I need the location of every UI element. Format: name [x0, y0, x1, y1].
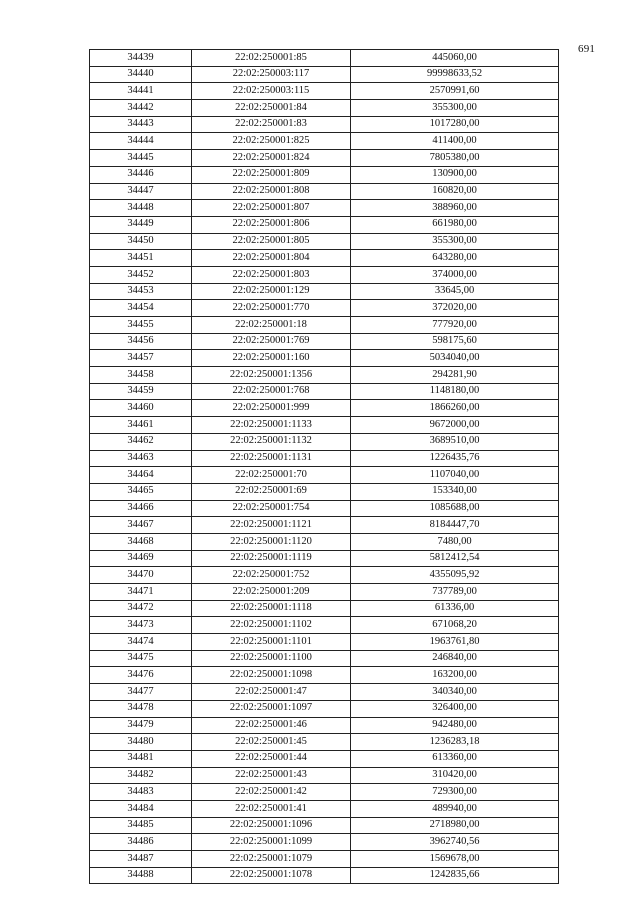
cadastral-number-cell: 22:02:250001:41: [192, 800, 351, 817]
value-cell: 374000,00: [351, 266, 559, 283]
value-cell: 7480,00: [351, 533, 559, 550]
value-cell: 372020,00: [351, 300, 559, 317]
cadastral-number-cell: 22:02:250001:47: [192, 684, 351, 701]
value-cell: 3962740,56: [351, 834, 559, 851]
cadastral-number-cell: 22:02:250001:769: [192, 333, 351, 350]
table-row: [90, 634, 559, 651]
row-number-cell: 34470: [90, 567, 192, 584]
value-cell: 1963761,80: [351, 634, 559, 651]
value-cell: 3689510,00: [351, 433, 559, 450]
value-cell: 160820,00: [351, 183, 559, 200]
value-cell: 388960,00: [351, 200, 559, 217]
table-row: [90, 483, 559, 500]
value-cell: 61336,00: [351, 600, 559, 617]
cadastral-number-cell: 22:02:250001:1102: [192, 617, 351, 634]
row-number-cell: 34451: [90, 250, 192, 267]
table-row: [90, 734, 559, 751]
table-row: [90, 567, 559, 584]
value-cell: 737789,00: [351, 584, 559, 601]
table-row: [90, 50, 559, 67]
cadastral-number-cell: 22:02:250001:1133: [192, 417, 351, 434]
value-cell: 33645,00: [351, 283, 559, 300]
table-row: [90, 133, 559, 150]
value-cell: 777920,00: [351, 317, 559, 334]
cadastral-number-cell: 22:02:250001:803: [192, 266, 351, 283]
row-number-cell: 34445: [90, 150, 192, 167]
value-cell: 445060,00: [351, 50, 559, 67]
table-row: [90, 617, 559, 634]
table-row: [90, 500, 559, 517]
table-row: [90, 584, 559, 601]
cadastral-number-cell: 22:02:250001:209: [192, 584, 351, 601]
row-number-cell: 34446: [90, 166, 192, 183]
cadastral-number-cell: 22:02:250001:809: [192, 166, 351, 183]
row-number-cell: 34467: [90, 517, 192, 534]
value-cell: 340340,00: [351, 684, 559, 701]
value-cell: 1226435,76: [351, 450, 559, 467]
table-row: [90, 150, 559, 167]
row-number-cell: 34460: [90, 400, 192, 417]
row-number-cell: 34465: [90, 483, 192, 500]
cadastral-number-cell: 22:02:250001:1119: [192, 550, 351, 567]
cadastral-number-cell: 22:02:250001:1078: [192, 867, 351, 884]
cadastral-number-cell: 22:02:250001:999: [192, 400, 351, 417]
row-number-cell: 34441: [90, 83, 192, 100]
table-row: [90, 216, 559, 233]
cadastral-number-cell: 22:02:250001:46: [192, 717, 351, 734]
row-number-cell: 34485: [90, 817, 192, 834]
value-cell: 411400,00: [351, 133, 559, 150]
table-body: [90, 50, 559, 884]
row-number-cell: 34450: [90, 233, 192, 250]
cadastral-number-cell: 22:02:250001:45: [192, 734, 351, 751]
row-number-cell: 34483: [90, 784, 192, 801]
value-cell: 643280,00: [351, 250, 559, 267]
row-number-cell: 34440: [90, 66, 192, 83]
table-row: [90, 517, 559, 534]
table-row: [90, 800, 559, 817]
value-cell: 355300,00: [351, 233, 559, 250]
value-cell: 671068,20: [351, 617, 559, 634]
value-cell: 613360,00: [351, 750, 559, 767]
row-number-cell: 34452: [90, 266, 192, 283]
value-cell: 489940,00: [351, 800, 559, 817]
table-row: [90, 750, 559, 767]
table-row: [90, 684, 559, 701]
value-cell: 1017280,00: [351, 116, 559, 133]
cadastral-number-cell: 22:02:250001:1096: [192, 817, 351, 834]
row-number-cell: 34456: [90, 333, 192, 350]
cadastral-number-cell: 22:02:250001:85: [192, 50, 351, 67]
value-cell: 729300,00: [351, 784, 559, 801]
value-cell: 163200,00: [351, 667, 559, 684]
value-cell: 1569678,00: [351, 851, 559, 868]
cadastral-number-cell: 22:02:250001:1079: [192, 851, 351, 868]
table-row: [90, 66, 559, 83]
row-number-cell: 34472: [90, 600, 192, 617]
cadastral-number-cell: 22:02:250001:808: [192, 183, 351, 200]
value-cell: 2570991,60: [351, 83, 559, 100]
table-row: [90, 450, 559, 467]
row-number-cell: 34488: [90, 867, 192, 884]
cadastral-number-cell: 22:02:250001:1097: [192, 700, 351, 717]
cadastral-number-cell: 22:02:250001:1101: [192, 634, 351, 651]
table-row: [90, 767, 559, 784]
value-cell: 661980,00: [351, 216, 559, 233]
cadastral-number-cell: 22:02:250001:1131: [192, 450, 351, 467]
cadastral-number-cell: 22:02:250003:115: [192, 83, 351, 100]
table-row: [90, 233, 559, 250]
cadastral-number-cell: 22:02:250001:69: [192, 483, 351, 500]
cadastral-number-cell: 22:02:250001:1132: [192, 433, 351, 450]
row-number-cell: 34477: [90, 684, 192, 701]
row-number-cell: 34484: [90, 800, 192, 817]
value-cell: 1085688,00: [351, 500, 559, 517]
row-number-cell: 34481: [90, 750, 192, 767]
cadastral-number-cell: 22:02:250001:768: [192, 383, 351, 400]
table-row: [90, 317, 559, 334]
table-row: [90, 383, 559, 400]
value-cell: 153340,00: [351, 483, 559, 500]
row-number-cell: 34475: [90, 650, 192, 667]
table-row: [90, 700, 559, 717]
cadastral-number-cell: 22:02:250001:804: [192, 250, 351, 267]
table-row: [90, 817, 559, 834]
page-number: 691: [578, 43, 596, 55]
row-number-cell: 34486: [90, 834, 192, 851]
table-row: [90, 283, 559, 300]
value-cell: 246840,00: [351, 650, 559, 667]
cadastral-number-cell: 22:02:250001:807: [192, 200, 351, 217]
row-number-cell: 34478: [90, 700, 192, 717]
table-row: [90, 834, 559, 851]
row-number-cell: 34474: [90, 634, 192, 651]
value-cell: 5034040,00: [351, 350, 559, 367]
row-number-cell: 34443: [90, 116, 192, 133]
cadastral-number-cell: 22:02:250001:806: [192, 216, 351, 233]
value-cell: 294281,90: [351, 367, 559, 384]
table-row: [90, 867, 559, 884]
row-number-cell: 34439: [90, 50, 192, 67]
value-cell: 1148180,00: [351, 383, 559, 400]
row-number-cell: 34457: [90, 350, 192, 367]
table-row: [90, 533, 559, 550]
row-number-cell: 34442: [90, 100, 192, 117]
value-cell: 942480,00: [351, 717, 559, 734]
table-row: [90, 200, 559, 217]
cadastral-number-cell: 22:02:250001:129: [192, 283, 351, 300]
table-row: [90, 650, 559, 667]
cadastral-number-cell: 22:02:250001:752: [192, 567, 351, 584]
cadastral-number-cell: 22:02:250001:160: [192, 350, 351, 367]
table-row: [90, 417, 559, 434]
table-row: [90, 400, 559, 417]
value-cell: 130900,00: [351, 166, 559, 183]
cadastral-number-cell: 22:02:250001:44: [192, 750, 351, 767]
row-number-cell: 34464: [90, 467, 192, 484]
row-number-cell: 34454: [90, 300, 192, 317]
cadastral-number-cell: 22:02:250001:70: [192, 467, 351, 484]
value-cell: 99998633,52: [351, 66, 559, 83]
value-cell: 5812412,54: [351, 550, 559, 567]
table-row: [90, 116, 559, 133]
table-row: [90, 166, 559, 183]
value-cell: 2718980,00: [351, 817, 559, 834]
table-row: [90, 83, 559, 100]
row-number-cell: 34462: [90, 433, 192, 450]
cadastral-number-cell: 22:02:250001:43: [192, 767, 351, 784]
row-number-cell: 34471: [90, 584, 192, 601]
table-row: [90, 183, 559, 200]
table-row: [90, 367, 559, 384]
row-number-cell: 34479: [90, 717, 192, 734]
row-number-cell: 34487: [90, 851, 192, 868]
cadastral-number-cell: 22:02:250001:1099: [192, 834, 351, 851]
table-row: [90, 467, 559, 484]
row-number-cell: 34444: [90, 133, 192, 150]
table-row: [90, 600, 559, 617]
cadastral-number-cell: 22:02:250001:42: [192, 784, 351, 801]
table-row: [90, 433, 559, 450]
cadastral-number-cell: 22:02:250001:1120: [192, 533, 351, 550]
table-row: [90, 100, 559, 117]
cadastral-number-cell: 22:02:250001:1121: [192, 517, 351, 534]
table-row: [90, 266, 559, 283]
cadastral-number-cell: 22:02:250001:824: [192, 150, 351, 167]
table-row: [90, 350, 559, 367]
row-number-cell: 34463: [90, 450, 192, 467]
cadastral-number-cell: 22:02:250001:84: [192, 100, 351, 117]
table-row: [90, 250, 559, 267]
table-row: [90, 667, 559, 684]
row-number-cell: 34459: [90, 383, 192, 400]
value-cell: 9672000,00: [351, 417, 559, 434]
cadastral-number-cell: 22:02:250001:754: [192, 500, 351, 517]
value-cell: 1107040,00: [351, 467, 559, 484]
row-number-cell: 34447: [90, 183, 192, 200]
row-number-cell: 34468: [90, 533, 192, 550]
cadastral-number-cell: 22:02:250001:825: [192, 133, 351, 150]
cadastral-number-cell: 22:02:250001:1100: [192, 650, 351, 667]
table-row: [90, 300, 559, 317]
row-number-cell: 34469: [90, 550, 192, 567]
table-row: [90, 550, 559, 567]
row-number-cell: 34466: [90, 500, 192, 517]
cadastral-number-cell: 22:02:250001:1098: [192, 667, 351, 684]
cadastral-number-cell: 22:02:250001:770: [192, 300, 351, 317]
value-cell: 326400,00: [351, 700, 559, 717]
value-cell: 310420,00: [351, 767, 559, 784]
row-number-cell: 34455: [90, 317, 192, 334]
data-table: [89, 49, 559, 884]
row-number-cell: 34473: [90, 617, 192, 634]
row-number-cell: 34461: [90, 417, 192, 434]
value-cell: 355300,00: [351, 100, 559, 117]
value-cell: 8184447,70: [351, 517, 559, 534]
row-number-cell: 34449: [90, 216, 192, 233]
value-cell: 7805380,00: [351, 150, 559, 167]
value-cell: 1236283,18: [351, 734, 559, 751]
row-number-cell: 34453: [90, 283, 192, 300]
cadastral-number-cell: 22:02:250003:117: [192, 66, 351, 83]
table-row: [90, 851, 559, 868]
cadastral-number-cell: 22:02:250001:1118: [192, 600, 351, 617]
value-cell: 4355095,92: [351, 567, 559, 584]
row-number-cell: 34458: [90, 367, 192, 384]
cadastral-number-cell: 22:02:250001:18: [192, 317, 351, 334]
cadastral-number-cell: 22:02:250001:1356: [192, 367, 351, 384]
row-number-cell: 34482: [90, 767, 192, 784]
value-cell: 1866260,00: [351, 400, 559, 417]
value-cell: 598175,60: [351, 333, 559, 350]
table-row: [90, 333, 559, 350]
value-cell: 1242835,66: [351, 867, 559, 884]
row-number-cell: 34448: [90, 200, 192, 217]
table-row: [90, 784, 559, 801]
row-number-cell: 34480: [90, 734, 192, 751]
table-row: [90, 717, 559, 734]
cadastral-number-cell: 22:02:250001:83: [192, 116, 351, 133]
cadastral-number-cell: 22:02:250001:805: [192, 233, 351, 250]
row-number-cell: 34476: [90, 667, 192, 684]
